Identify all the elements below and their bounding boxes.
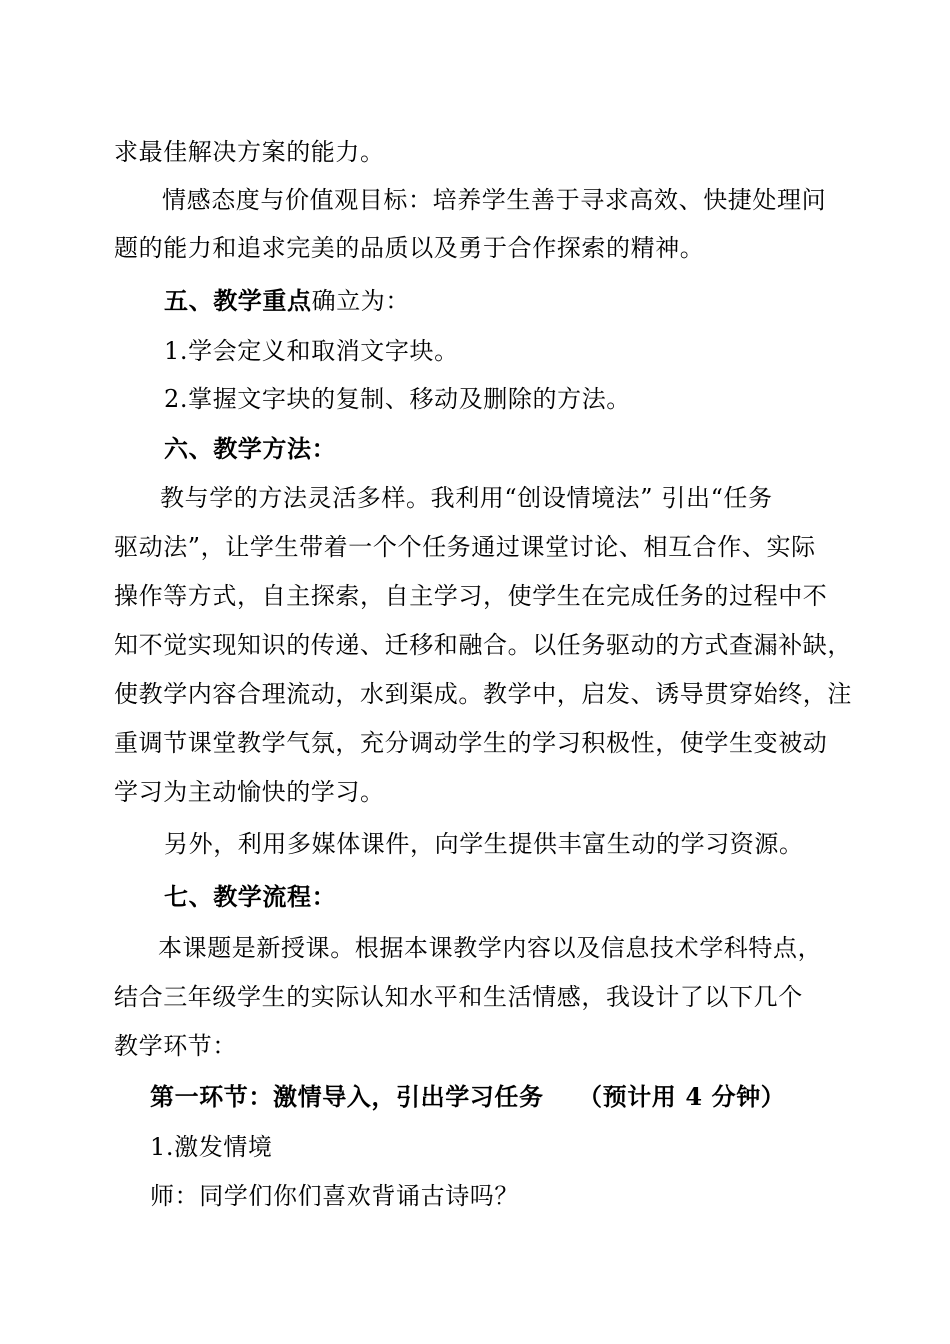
paragraph-line: 操作等方式，自主探索，自主学习，使学生在完成任务的过程中不 bbox=[114, 582, 828, 610]
list-item: 2.掌握文字块的复制、移动及删除的方法。 bbox=[164, 385, 631, 413]
paragraph-line: 情感态度与价值观目标：培养学生善于寻求高效、快捷处理问 bbox=[162, 186, 827, 214]
section-heading-6: 六、教学方法： bbox=[164, 434, 337, 463]
paragraph-line: 驱动法”，让学生带着一个个任务通过课堂讨论、相互合作、实际 bbox=[114, 533, 816, 561]
stage-duration: （预计用 4 分钟） bbox=[578, 1082, 786, 1111]
heading-bold-text: 五、教学重点 bbox=[164, 286, 312, 315]
list-item: 1.学会定义和取消文字块。 bbox=[164, 337, 459, 365]
heading-normal-text: 确立为： bbox=[311, 287, 411, 315]
paragraph-line: 学习为主动愉快的学习。 bbox=[114, 778, 385, 806]
stage-heading: 第一环节：激情导入，引出学习任务 bbox=[150, 1082, 544, 1111]
paragraph-line: 重调节课堂教学气氛，充分调动学生的学习积极性，使学生变被动 bbox=[114, 729, 828, 757]
paragraph-line: 知不觉实现知识的传递、迁移和融合。以任务驱动的方式查漏补缺， bbox=[114, 631, 852, 659]
paragraph-line: 本课题是新授课。根据本课教学内容以及信息技术学科特点， bbox=[158, 934, 823, 962]
section-heading-7: 七、教学流程： bbox=[164, 882, 337, 911]
paragraph-line: 求最佳解决方案的能力。 bbox=[114, 138, 385, 166]
list-item: 1.激发情境 bbox=[150, 1133, 273, 1161]
paragraph-line: 教与学的方法灵活多样。我利用“创设情境法” 引出“任务 bbox=[160, 484, 773, 512]
paragraph-line: 使教学内容合理流动，水到渠成。教学中，启发、诱导贯穿始终，注 bbox=[114, 680, 852, 708]
paragraph-line: 结合三年级学生的实际认知水平和生活情感，我设计了以下几个 bbox=[114, 983, 803, 1011]
paragraph-line: 另外，利用多媒体课件，向学生提供丰富生动的学习资源。 bbox=[164, 830, 804, 858]
paragraph-line: 教学环节： bbox=[114, 1032, 237, 1060]
section-heading-5 bbox=[164, 284, 410, 318]
paragraph-line: 题的能力和追求完美的品质以及勇于合作探索的精神。 bbox=[114, 234, 705, 262]
paragraph-line: 师：同学们你们喜欢背诵古诗吗？ bbox=[150, 1182, 519, 1210]
